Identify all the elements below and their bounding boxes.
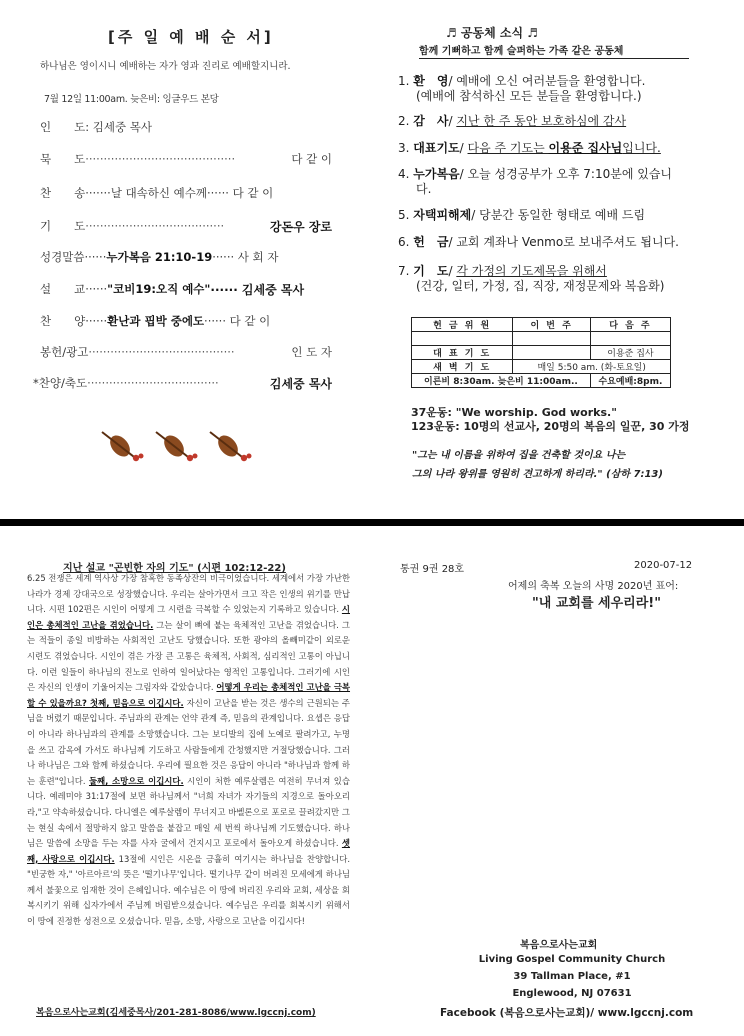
community-news-title: ♬ 공동체 소식 ♬	[446, 26, 539, 40]
sermon-text: 13절에 시인은 시온을 긍휼히 여기시는 하나님을 찬양합니다. "빈궁한 자," '아르아르'의 뜻은 '떨기나무'입니다. 떨기나무 같이 버려진 모세에게 하나님께서 불꽃으로 임재한 것이 은혜입니다. 예수님은 이 땅에 버리진 우리와 교회, 세상을 회복시키기 위해 십자가에서 주님께 버림받으셨습니다. 예수님은 우리를 회복시키 위해서 이 땅에 진정한 성전으로 오셨습니다. 믿음, 소망, 사랑으로 고난을 이깁시다!	[27, 853, 350, 927]
service-value: 김세중 목사	[269, 376, 332, 391]
news-item-text-continued: (예배에 참석하신 모든 분들을 환영합니다.)	[416, 89, 642, 103]
news-item-representative-prayer: 3. 대표기도/ 다음 주 기도는 이용준 집사님입니다.	[398, 141, 661, 155]
table-cell: 이른비 8:30am. 늦은비 11:00am..	[412, 374, 591, 388]
service-date-line: 7월 12일 11:00am. 늦은비: 잉글우드 본당	[44, 94, 219, 105]
table-cell	[590, 332, 670, 346]
service-row-offering	[40, 343, 332, 361]
community-news-subtitle: 함께 기뻐하고 함께 슬퍼하는 가족 같은 공동체	[419, 42, 689, 59]
bulletin-date: 2020-07-12	[634, 560, 693, 571]
page-divider	[0, 519, 744, 526]
service-value: 인 도 자	[291, 345, 332, 359]
service-item: 누가복음 21:10-19	[106, 250, 213, 264]
news-item-label: 대표기도	[413, 141, 460, 155]
order-of-worship-title: [주 일 예 배 순 서]	[108, 28, 274, 46]
table-row	[412, 346, 671, 360]
news-item-offering: 6. 헌 금/ 교회 계좌나 Venmo로 보내주셔도 됩니다.	[398, 235, 679, 249]
news-item-label: 환 영	[413, 74, 449, 88]
news-item-text-tail: 입니다.	[622, 141, 661, 155]
news-item-text-continued: (건강, 일터, 가정, 집, 직장, 재정문제와 복음화)	[416, 279, 665, 293]
church-address-line-1: 39 Tallman Place, #1	[513, 971, 631, 982]
service-leader-dots: ······	[85, 282, 108, 296]
service-leader-dots: ·······	[85, 186, 111, 200]
service-item: "코비19:오직 예수"	[107, 282, 211, 296]
sermon-key-point: 어떻게 우리는 총체적인 고난을 극복할 수 있을까요? 첫째, 믿음으로 이깁시다.	[27, 682, 351, 708]
church-name-korean: 복음으로사는교회	[520, 940, 598, 951]
news-item-number: 4.	[398, 167, 410, 181]
service-label: 묵 도	[40, 152, 86, 166]
news-item-label: 자택피해제	[413, 208, 472, 222]
scripture-verse-line-1: "그는 내 이름을 위하여 집을 건축할 것이요 나는	[412, 450, 626, 461]
sermon-text: 그는 살이 뼈에 붙는 육체적인 고난을 겪었습니다. 그는 적들이 종일 비방하는 사회적인 고난도 당했습니다. 또한 광야의 올빼미같이 외로운 시련도 겪었습니다. 시인이 겪은 가장 큰 고통은 육체적, 사회적, 심리적인 고통이 아닙니다. 이런 일들이 하나님의 진노로 인하여 일어났다는 영적인 고통입니다. 그러기에 시인은 자신의 인생이 기울어지는 그림자와 같았습니다.	[27, 619, 350, 693]
service-row-scripture	[40, 248, 332, 266]
table-cell	[513, 346, 591, 360]
sermon-key-point: 시인은 총체적인 고난을 겪었습니다.	[27, 604, 350, 630]
violin-icon	[102, 432, 144, 462]
service-label: 인 도	[40, 120, 86, 134]
news-item-text: 오늘 성경공부가 오후 7:10분에 있습니	[467, 167, 673, 181]
news-item-label: 헌 금	[413, 235, 449, 249]
news-item-text-continued: 다.	[416, 182, 432, 196]
service-label: *찬양/축도	[33, 376, 88, 390]
service-leader-dots: ····································	[87, 376, 219, 390]
service-row-sermon	[40, 280, 332, 298]
service-row-leader	[40, 118, 332, 136]
service-leader-dots: ·········································	[85, 152, 236, 166]
news-item-label: 누가복음	[413, 167, 460, 181]
news-item-bible-study: 4. 누가복음/ 오늘 성경공부가 오후 7:10분에 있습니 다.	[398, 167, 673, 196]
church-name-english: Living Gospel Community Church	[478, 954, 666, 965]
table-header: 이 번 주	[513, 318, 591, 332]
news-item-number: 1.	[398, 74, 410, 88]
news-item-label: 감 사	[413, 114, 449, 128]
service-value: 강돈우 장로	[269, 219, 332, 234]
news-item-text: 지난 한 주 동안 보호하심에 감사	[456, 114, 627, 128]
service-value: ······ 다 같 이	[204, 314, 271, 328]
news-item-thanks: 2. 감 사/ 지난 한 주 동안 보호하심에 감사	[398, 114, 627, 128]
news-item-welcome: 1. 환 영/ 예배에 오신 여러분들을 환영합니다. (예배에 참석하신 모든 분들을 환영합니다.)	[398, 74, 646, 103]
service-value: 다 같 이	[291, 152, 332, 166]
news-item-text: 각 가정의 기도제목을 위해서	[456, 264, 607, 278]
news-item-prayer: 7. 기 도/ 각 가정의 기도제목을 위해서 (건강, 일터, 가정, 집, 직장, 재정문제와 복음화)	[398, 264, 665, 293]
scripture-verse-line-2: 그의 나라 왕위를 영원히 견고하게 하리라." (삼하 7:13)	[412, 469, 663, 480]
sermon-text: 6.25 전쟁은 세계 역사상 가장 참혹한 동족상잔의 비극이었습니다. 세계에서 가장 가난한 나라가 경제 강대국으로 성장했습니다. 우리는 살아가면서 크고 작은 인생의 위기를 만납니다. 시편 102편은 시인이 어떻게 그 시련을 극복할 수 있었는지 기록하고 있습니다.	[27, 573, 350, 615]
service-value: ······ 김세중 목사	[210, 282, 305, 297]
year-motto-label: 어제의 축복 오늘의 사명 2020년 표어:	[508, 581, 679, 592]
news-item-label: 기 도	[413, 264, 449, 278]
table-cell	[412, 332, 513, 346]
sermon-text: 자신이 고난을 받는 것은 생수의 근원되는 주님을 버렸기 때문입니다. 주님과의 관계는 언약 관계 즉, 믿음의 관계입니다. 요셉은 응답이 아니라 하나님과의 관계를 소망했습니다. 그는 보디발의 집에 노예로 팔려가고, 누명을 쓰고 감옥에 가서도 하나님께 기도하고 사람들에게 간청했지만 거절당했습니다. 그러나 하나님은 그와 함께 하셨습니다. 우리에 필요한 것은 응답이 아니라 "하나님과 함께 하는 훈련"입니다.	[27, 697, 350, 786]
table-row	[412, 332, 671, 346]
table-header: 다 음 주	[590, 318, 670, 332]
table-cell: 대 표 기 도	[412, 346, 513, 360]
table-row	[412, 360, 671, 374]
movement-37: 37운동: "We worship. God works."	[411, 406, 617, 419]
news-item-text: 교회 계좌나 Venmo로 보내주셔도 됩니다.	[456, 235, 679, 249]
service-row-silent-prayer	[40, 150, 332, 168]
service-row-benediction	[33, 374, 332, 392]
service-leader-dots: ······································	[85, 219, 225, 233]
bulletin-volume: 통권 9권 28호	[400, 564, 465, 575]
sermon-key-point: 둘째, 소망으로 이깁시다.	[88, 775, 184, 786]
service-label: 성경말씀	[40, 250, 85, 264]
sermon-footer-contact: 복음으로사는교회(김세중목사/201-281-8086/www.lgccnj.com)	[36, 1008, 316, 1018]
sermon-summary-title: 지난 설교 "곤빈한 자의 기도" (시편 102:12-22)	[63, 563, 286, 574]
service-value: ······ 사 회 자	[212, 250, 279, 264]
table-header: 헌 금 위 원	[412, 318, 513, 332]
violin-icon	[210, 432, 252, 462]
news-item-quarantine: 5. 자택피해제/ 당분간 동일한 형태로 예배 드림	[398, 208, 646, 222]
sermon-text: 시인이 처한 예루살렘은 여전히 무너져 있습니다. 예레미야 31:17절에 보면 하나님께서 "너희 자녀가 자기들의 지경으로 돌아오리라,"고 약속하셨습니다. 다니엘은 예루살렘이 무너지고 바벨론으로 포로로 끌려갔지만 그는 현실 속에서 절망하지 않고 말씀을 붙잡고 매일 세 번씩 하나님께 기도했습니다. 하나님은 말씀에 소망을 두는 자를 사자 굴에서 건지시고 포로에서 돌아오게 하셨습니다.	[27, 775, 350, 849]
sermon-key-point: 셋째, 사랑으로 이깁시다.	[27, 838, 350, 864]
service-item: 날 대속하신 예수께	[110, 186, 207, 200]
table-header-row	[412, 318, 671, 332]
offering-committee-table	[411, 317, 671, 388]
sermon-summary-body	[27, 571, 350, 930]
table-cell: 매일 5:50 am. (화-토요일)	[513, 360, 671, 374]
violin-icon	[156, 432, 198, 462]
service-leader-dots: ······	[84, 250, 107, 264]
order-of-worship-subtitle: 하나님은 영이시니 예배하는 자가 영과 진리로 예배할지니라.	[40, 61, 291, 72]
table-cell: 새 벽 기 도	[412, 360, 513, 374]
news-item-number: 7.	[398, 264, 410, 278]
service-value: ······ 다 같 이	[207, 186, 274, 200]
table-cell	[513, 332, 591, 346]
service-item: 환난과 핍박 중에도	[107, 314, 205, 328]
service-label: 봉헌/광고	[40, 345, 89, 359]
year-motto: "내 교회를 세우리라!"	[532, 596, 661, 611]
church-address-line-2: Englewood, NJ 07631	[512, 988, 632, 999]
service-label: 설 교	[40, 282, 86, 296]
news-item-highlight: 이용준 집사님	[548, 141, 623, 155]
service-leader-dots: ········································	[88, 345, 235, 359]
service-label: 기 도	[40, 219, 86, 233]
service-row-prayer	[40, 217, 332, 235]
service-label: 찬 양	[40, 314, 86, 328]
facebook-website-link[interactable]: Facebook (복음으로사는교회)/ www.lgccnj.com	[440, 1007, 694, 1019]
table-cell: 수요예배:8pm.	[590, 374, 670, 388]
service-label: 찬 송	[40, 186, 86, 200]
news-item-text: 예배에 오신 여러분들을 환영합니다.	[456, 74, 646, 88]
news-item-number: 6.	[398, 235, 410, 249]
violin-rose-decoration	[98, 426, 258, 468]
news-item-number: 2.	[398, 114, 410, 128]
service-row-hymn	[40, 184, 332, 202]
service-leader-dots: ······	[85, 314, 108, 328]
news-item-text: 다음 주 기도는	[467, 141, 549, 155]
table-cell: 이용준 집사	[590, 346, 670, 360]
news-item-number: 3.	[398, 141, 410, 155]
table-row	[412, 374, 671, 388]
movement-123: 123운동: 10명의 선교사, 20명의 복음의 일꾼, 30 가정	[411, 420, 690, 433]
service-value: : 김세중 목사	[85, 120, 152, 134]
service-row-praise	[40, 312, 332, 330]
news-item-text: 당분간 동일한 형태로 예배 드림	[479, 208, 646, 222]
news-item-number: 5.	[398, 208, 410, 222]
